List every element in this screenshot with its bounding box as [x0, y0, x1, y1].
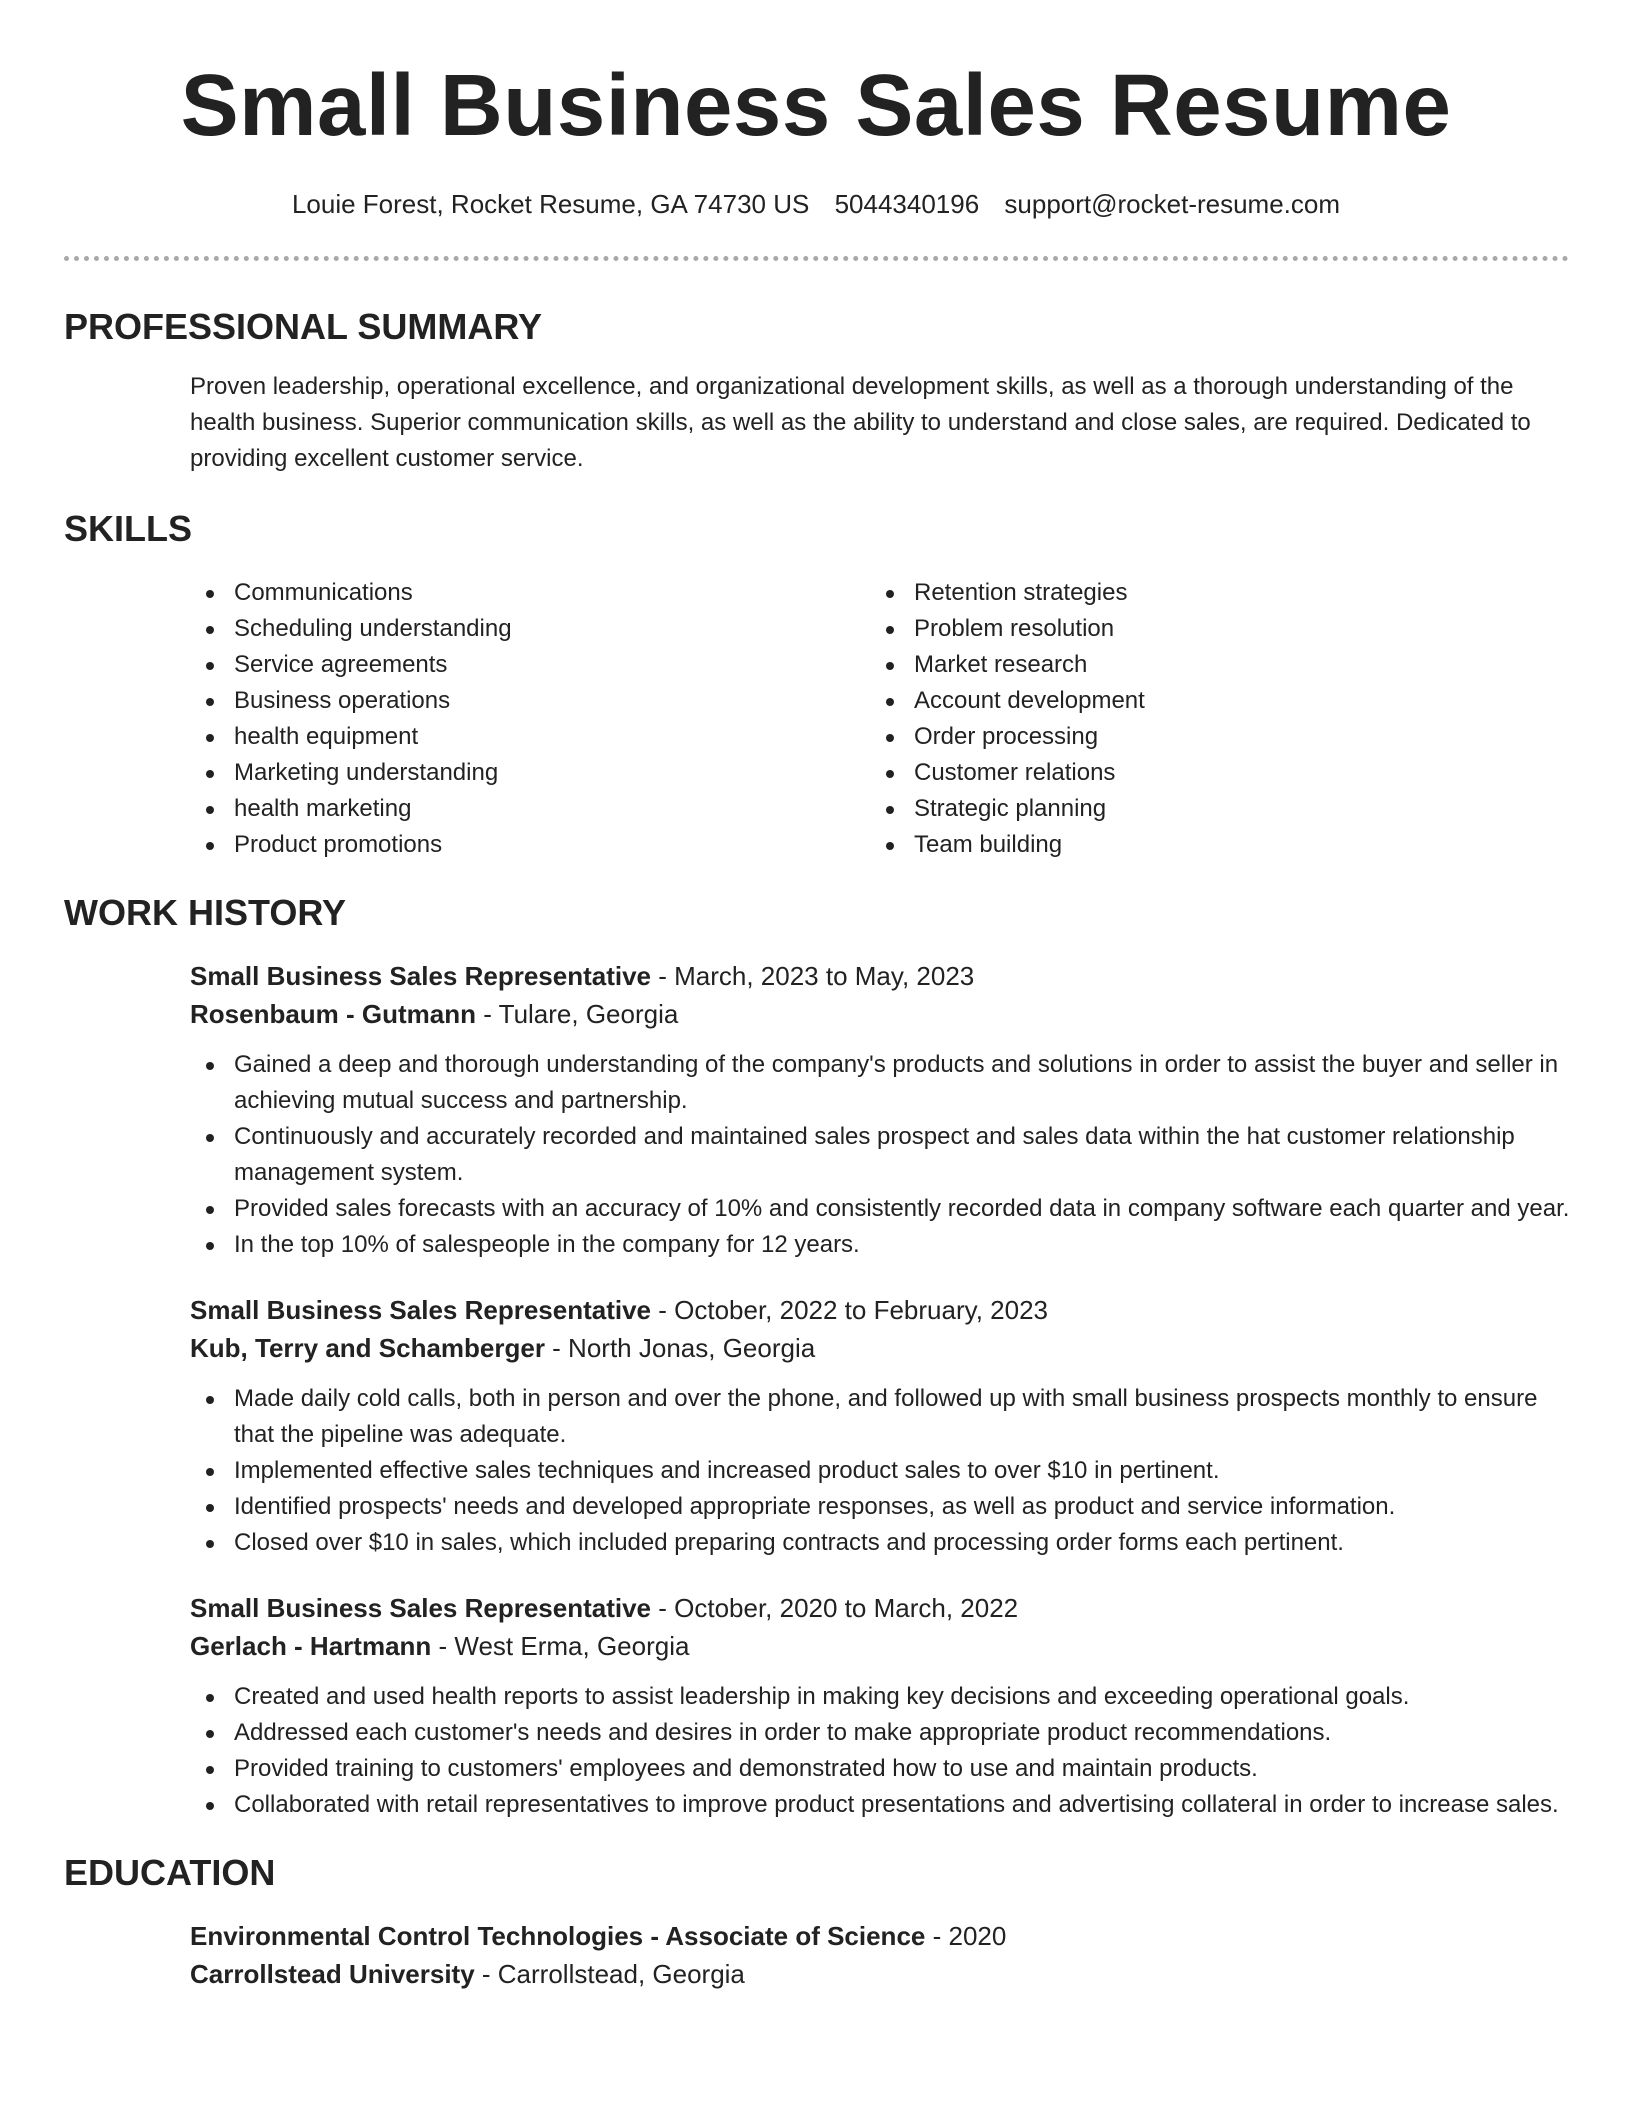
skill-item: Order processing	[870, 719, 1550, 755]
contact-address: Louie Forest, Rocket Resume, GA 74730 US	[291, 189, 810, 219]
job-dates: - March, 2023 to May, 2023	[651, 961, 975, 991]
job-company: Gerlach - Hartmann	[190, 1631, 432, 1661]
contact-phone: 5044340196	[834, 189, 980, 219]
job-company-line	[190, 995, 1570, 1033]
skill-item: Scheduling understanding	[190, 611, 870, 647]
job-bullet: Addressed each customer's needs and desires in order to make appropriate product recommendations.	[190, 1715, 1570, 1751]
job-bullet: Closed over $10 in sales, which included preparing contracts and processing order forms each pertinent.	[190, 1525, 1570, 1561]
work-history-heading: WORK HISTORY	[64, 892, 347, 933]
job-dates: - October, 2020 to March, 2022	[651, 1593, 1019, 1623]
skill-item: Product promotions	[190, 827, 870, 863]
education-degree-line	[190, 1917, 1570, 1955]
education-year: - 2020	[925, 1921, 1007, 1951]
job-title-line	[190, 1589, 1570, 1627]
job-company-line	[190, 1329, 1570, 1367]
job-title-line	[190, 1291, 1570, 1329]
job-entry	[190, 1589, 1570, 1823]
skill-item: Customer relations	[870, 755, 1550, 791]
summary-heading: PROFESSIONAL SUMMARY	[64, 306, 543, 347]
skill-item: Strategic planning	[870, 791, 1550, 827]
skills-column-right	[870, 575, 1550, 863]
education-location: - Carrollstead, Georgia	[474, 1959, 745, 1989]
header-divider	[64, 256, 1569, 261]
job-bullet: Collaborated with retail representatives to improve product presentations and advertising collateral in order to increase sales.	[190, 1787, 1570, 1823]
job-bullets	[190, 1047, 1570, 1263]
job-bullet: Gained a deep and thorough understanding of the company's products and solutions in order to assist the buyer and seller in achieving mutual success and partnership.	[190, 1047, 1570, 1119]
job-bullet: Provided training to customers' employees and demonstrated how to use and maintain products.	[190, 1751, 1570, 1787]
job-location: - North Jonas, Georgia	[544, 1333, 816, 1363]
job-company: Rosenbaum - Gutmann	[190, 999, 477, 1029]
job-dates: - October, 2022 to February, 2023	[651, 1295, 1048, 1325]
job-entry	[190, 957, 1570, 1263]
job-bullets	[190, 1381, 1570, 1561]
job-title-line	[190, 957, 1570, 995]
skill-item: Market research	[870, 647, 1550, 683]
job-title: Small Business Sales Representative	[190, 1593, 652, 1623]
job-bullet: Implemented effective sales techniques and increased product sales to over $10 in pertinent.	[190, 1453, 1570, 1489]
resume-title: Small Business Sales Resume	[180, 57, 1452, 154]
education-school-line	[190, 1955, 1570, 1993]
job-company-line	[190, 1627, 1570, 1665]
job-title: Small Business Sales Representative	[190, 961, 652, 991]
skill-item: Account development	[870, 683, 1550, 719]
summary-text: Proven leadership, operational excellence, and organizational development skills, as well as a thorough understanding of the health business. Superior communication skills, as well as the ability to understand and close sales, are required. Dedicated to providing excellent customer service.	[190, 373, 1531, 472]
job-bullet: Created and used health reports to assist leadership in making key decisions and exceeding operational goals.	[190, 1679, 1570, 1715]
skills-heading: SKILLS	[64, 508, 193, 549]
skill-item: Service agreements	[190, 647, 870, 683]
education-entry	[190, 1917, 1570, 1993]
job-bullets	[190, 1679, 1570, 1823]
skills-column-left	[190, 575, 870, 863]
skill-item: Marketing understanding	[190, 755, 870, 791]
skills-list	[190, 575, 1570, 863]
skill-item: Business operations	[190, 683, 870, 719]
job-bullet: Provided sales forecasts with an accuracy of 10% and consistently recorded data in company software each quarter and year.	[190, 1191, 1570, 1227]
job-bullet: In the top 10% of salespeople in the company for 12 years.	[190, 1227, 1570, 1263]
job-bullet: Identified prospects' needs and developed appropriate responses, as well as product and service information.	[190, 1489, 1570, 1525]
job-title: Small Business Sales Representative	[190, 1295, 652, 1325]
job-location: - Tulare, Georgia	[476, 999, 679, 1029]
skill-item: health marketing	[190, 791, 870, 827]
education-school: Carrollstead University	[190, 1959, 475, 1989]
skill-item: Team building	[870, 827, 1550, 863]
education-degree: Environmental Control Technologies - Associate of Science	[190, 1921, 926, 1951]
skill-item: health equipment	[190, 719, 870, 755]
job-company: Kub, Terry and Schamberger	[190, 1333, 545, 1363]
job-bullet: Continuously and accurately recorded and maintained sales prospect and sales data within the hat customer relationship management system.	[190, 1119, 1570, 1191]
job-location: - West Erma, Georgia	[431, 1631, 690, 1661]
job-entry	[190, 1291, 1570, 1561]
education-heading: EDUCATION	[64, 1852, 276, 1893]
skill-item: Problem resolution	[870, 611, 1550, 647]
contact-email: support@rocket-resume.com	[1004, 189, 1341, 219]
contact-line	[0, 184, 1632, 224]
job-bullet: Made daily cold calls, both in person and over the phone, and followed up with small business prospects monthly to ensure that the pipeline was adequate.	[190, 1381, 1570, 1453]
skill-item: Communications	[190, 575, 870, 611]
skill-item: Retention strategies	[870, 575, 1550, 611]
